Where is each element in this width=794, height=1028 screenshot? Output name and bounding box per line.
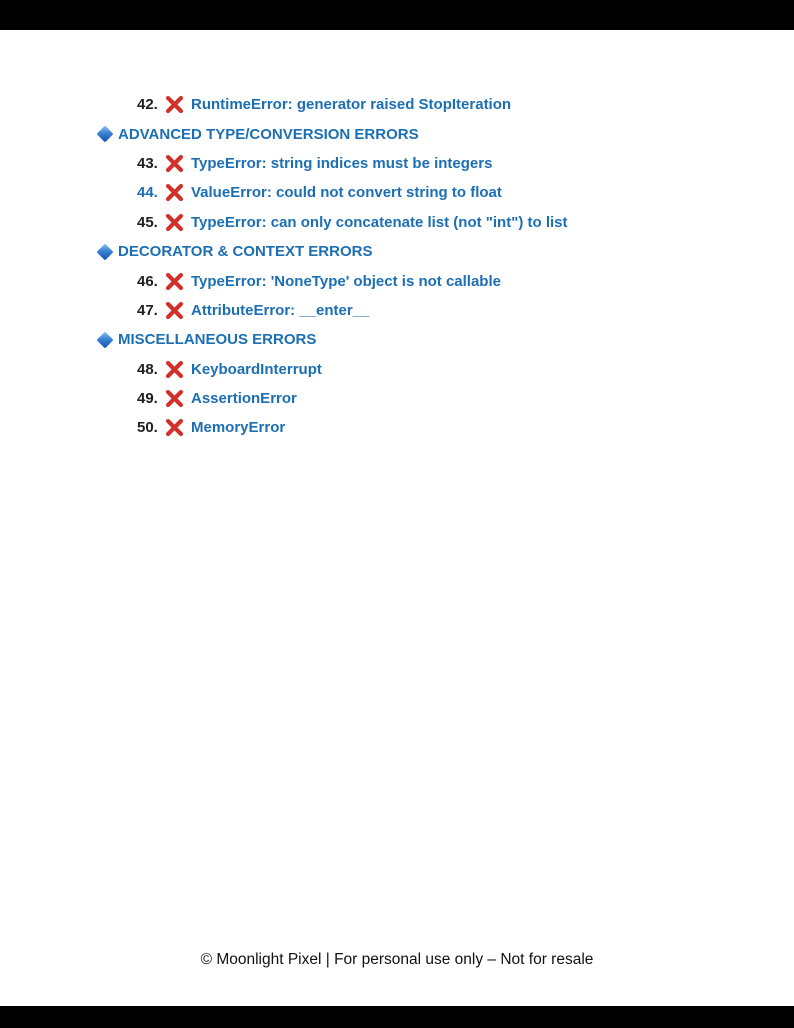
section-header-text: MISCELLANEOUS ERRORS [118,331,317,349]
item-number: 47. [137,301,158,319]
item-text: AttributeError: __enter__ [191,301,370,319]
list-item [0,266,794,295]
item-number: 50. [137,419,158,437]
list-item [0,90,794,119]
bottom-letterbox-bar [0,1006,794,1028]
error-list [0,90,794,443]
list-item [0,296,794,325]
cross-mark-icon [165,301,184,320]
section-header-text: DECORATOR & CONTEXT ERRORS [118,243,373,261]
item-text: TypeError: can only concatenate list (not "int") to list [191,213,568,231]
cross-mark-icon [165,272,184,291]
item-number: 43. [137,154,158,172]
blue-diamond-icon [96,331,113,348]
item-number: 42. [137,96,158,114]
section-header-text: ADVANCED TYPE/CONVERSION ERRORS [118,125,419,143]
top-letterbox-bar [0,0,794,30]
item-number: 45. [137,213,158,231]
cross-mark-icon [165,95,184,114]
item-number: 44. [137,184,158,202]
list-item [0,149,794,178]
footer-credit: © Moonlight Pixel | For personal use only – Not for resale [200,951,594,968]
item-text: TypeError: string indices must be integers [191,154,493,172]
cross-mark-icon [165,360,184,379]
section-header [0,119,794,148]
item-number: 49. [137,390,158,408]
list-item [0,413,794,442]
section-header [0,325,794,354]
item-text: ValueError: could not convert string to float [191,184,502,202]
cross-mark-icon [165,183,184,202]
cross-mark-icon [165,213,184,232]
item-text: TypeError: 'NoneType' object is not callable [191,272,501,290]
blue-diamond-icon [96,243,113,260]
document-page [0,30,794,1006]
item-number: 48. [137,360,158,378]
item-number: 46. [137,272,158,290]
item-text: AssertionError [191,390,297,408]
blue-diamond-icon [96,126,113,143]
list-item [0,384,794,413]
item-text: MemoryError [191,419,286,437]
list-item [0,178,794,207]
cross-mark-icon [165,154,184,173]
cross-mark-icon [165,418,184,437]
cross-mark-icon [165,389,184,408]
item-text: RuntimeError: generator raised StopIteration [191,96,512,114]
section-header [0,237,794,266]
list-item [0,355,794,384]
list-item [0,208,794,237]
item-text: KeyboardInterrupt [191,360,322,378]
